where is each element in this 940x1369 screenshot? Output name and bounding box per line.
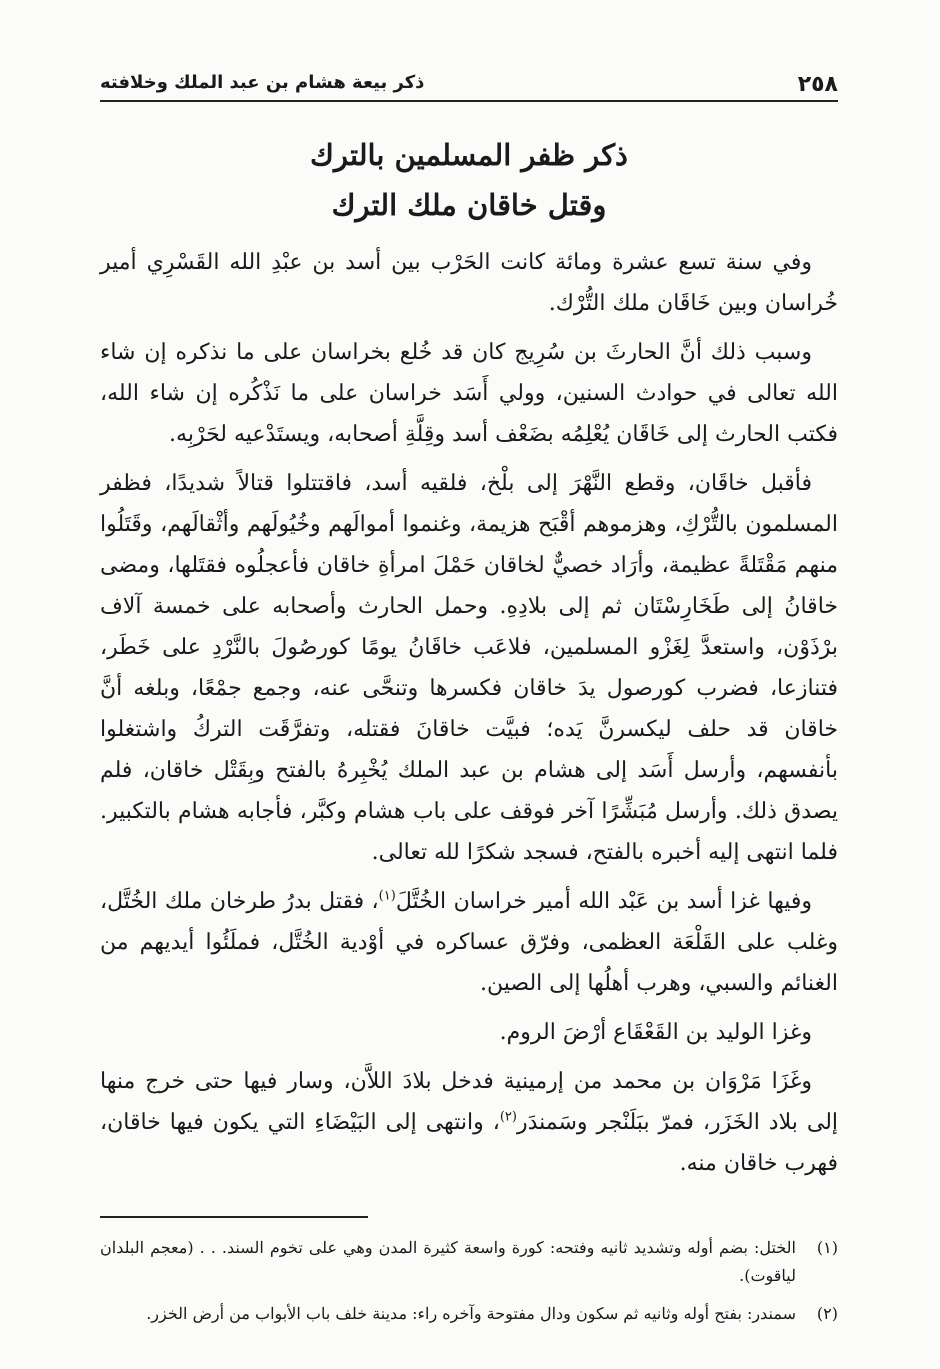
- footnote-reference[interactable]: (٢): [499, 1109, 517, 1125]
- paragraph-text: ، وانتهى إلى البَيْضَاءِ التي يكون فيها خاقان، فهرب خاقان منه.: [100, 1110, 838, 1176]
- chapter-title-line-2: وقتل خاقان ملك الترك: [331, 188, 607, 222]
- paragraph: وغزا الوليد بن القَعْقَاع أرْضَ الروم.: [499, 1020, 812, 1045]
- footnote-reference[interactable]: (١): [378, 888, 396, 904]
- chapter-title-line-1: ذكر ظفر المسلمين بالترك: [310, 138, 628, 172]
- paragraph: [100, 881, 838, 1004]
- paragraph-text: وفيها غزا أسد بن عَبْد الله أمير خراسان الخُتَّلَ: [395, 889, 812, 914]
- footnote-text: سمندر: بفتح أوله وثانيه ثم سكون ودال مفتوحة وآخره راء: مدينة خلف باب الأبواب من أرض الخزر.: [146, 1304, 796, 1323]
- running-section-title: ذكر بيعة هشام بن عبد الملك وخلافته: [100, 72, 425, 93]
- paragraph: فأقبل خاقَان، وقطع النَّهْرَ إلى بلْخ، فلقيه أسد، فاقتتلوا قتالاً شديدًا، فظفر المسلمون بالتُّرْكِ، وهزموهم أقْبَح هزيمة، وغنموا أموالَهم وخُيُولَهم وأثْقالَهم، وقَتَلُوا منهم مَقْتَلةً عظيمة، وأرَاد خصيٌّ لخاقان حَمْلَ امرأةِ خاقان فأعجلُوه فقتَلها، ومضى خاقانُ إلى طَخَارِسْتَان ثم إلى بلادِهِ. وحمل الحارث وأصحابه على خمسة آلاف برْذَوْن، واستعدَّ لِغَزْو المسلمين، فلاعَب خاقَانُ يومًا كورصُولَ بالنَّرْدِ على خَطَر، فتنازعا، فضرب كورصول يدَ خاقان فكسرها وتنحَّى عنه، وجمع جمْعًا، وبلغه أنَّ خاقان قد حلف ليكسرنَّ يَده؛ فبيَّت خاقانَ فقتله، وتفرَّقَت التركُ واشتغلوا بأنفسهم، وأرسل أَسَد إلى هشام بن عبد الملك يُخْبِرهُ بالفتح وبِقَتْل خاقان، فلم يصدق ذلك. وأرسل مُبَشِّرًا آخر فوقف على باب هشام وكبَّر، فأجابه هشام بالتكبير. فلما انتهى إليه أخبره بالفتح، فسجد شكرًا لله تعالى.: [100, 471, 838, 865]
- footnote-divider: [100, 1216, 368, 1218]
- book-page: [100, 60, 838, 1350]
- chapter-title: [100, 130, 838, 230]
- page-number: ٢٥٨: [797, 72, 838, 97]
- paragraph: وفي سنة تسع عشرة ومائة كانت الحَرْب بين أسد بن عبْدِ الله القَسْرِي أمير خُراسان وبين خَاقَان ملك التُّرْك.: [100, 250, 838, 316]
- footnote: [100, 1300, 838, 1328]
- footnote: [100, 1234, 838, 1290]
- paragraph-text: ، فقتل بدرُ طرخان ملك الخُتَّل، وغلب على القَلْعَة العظمى، وفرّق عساكره في أوْدية الخُتَّل، فملَئُوا أيديهم من الغنائم والسبي، وهرب أهلُها إلى الصين.: [100, 889, 838, 996]
- footnote-number: (١): [816, 1238, 838, 1257]
- paragraph: [100, 1061, 838, 1184]
- footnote-text: الختل: بضم أوله وتشديد ثانيه وفتحه: كورة واسعة كثيرة المدن وهي على تخوم السند. . . (معجم البلدان لياقوت).: [100, 1238, 796, 1285]
- body-text: [100, 242, 838, 1184]
- paragraph-text: وغَزَا مَرْوَان بن محمد من إرمينية فدخل بلادَ اللاَّن، وسار فيها حتى خرج منها إلى بلاد الخَزَر، فمرّ ببَلَنْجر وسَمندَر: [100, 1069, 839, 1135]
- footnote-number: (٢): [816, 1304, 838, 1323]
- running-header: [100, 60, 838, 102]
- paragraph: وسبب ذلك أنَّ الحارثَ بن سُرِيج كان قد خُلع بخراسان على ما نذكره إن شاء الله تعالى في حوادث السنين، وولي أَسَد خراسان على ما نَذْكُره إن شاء الله، فكتب الحارث إلى خَاقَان يُعْلِمُه بضَعْف أسد وقِلَّةِ أصحابه، ويستَدْعيه لحَرْبِه.: [100, 340, 838, 447]
- footnotes: [100, 1234, 838, 1328]
